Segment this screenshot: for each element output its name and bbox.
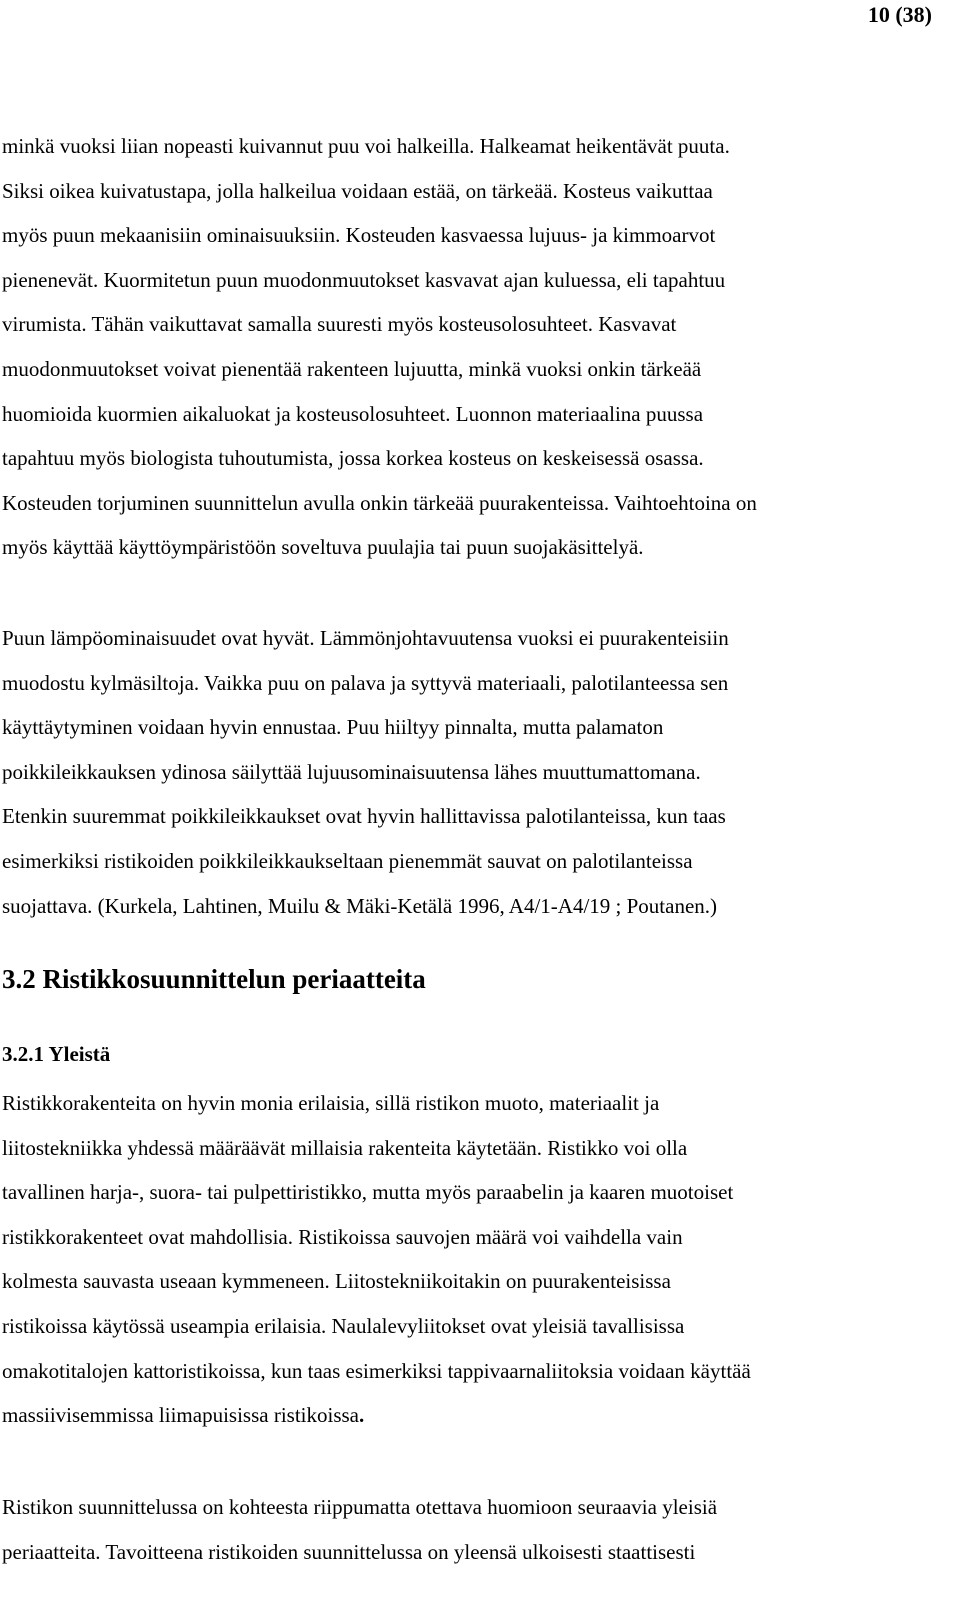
- section-heading: 3.2 Ristikkosuunnittelun periaatteita: [2, 964, 426, 994]
- text-line: virumista. Tähän vaikuttavat samalla suuresti myös kosteusolosuhteet. Kasvavat: [2, 312, 677, 337]
- text-line: muodostu kylmäsiltoja. Vaikka puu on palava ja syttyvä materiaali, palotilanteessa sen: [2, 670, 729, 695]
- text-line: esimerkiksi ristikoiden poikkileikkaukseltaan pienemmät sauvat on palotilanteissa: [2, 848, 693, 873]
- text-line: tapahtuu myös biologista tuhoutumista, jossa korkea kosteus on keskeisessä osassa.: [2, 446, 704, 471]
- text-line: suojattava. (Kurkela, Lahtinen, Muilu & Mäki-Ketälä 1996, A4/1-A4/19 ; Poutanen.): [2, 893, 718, 918]
- text-line: Etenkin suuremmat poikkileikkaukset ovat hyvin hallittavissa palotilanteissa, kun taas: [2, 804, 726, 829]
- text-line: Ristikon suunnittelussa on kohteesta riippumatta otettava huomioon seuraavia yleisiä: [2, 1495, 718, 1519]
- page-number: 10 (38): [867, 2, 932, 27]
- text-line: muodonmuutokset voivat pienentää rakenteen lujuutta, minkä vuoksi onkin tärkeää: [2, 356, 702, 381]
- text-line: kolmesta sauvasta useaan kymmeneen. Liitostekniikoitakin on puurakenteisissa: [2, 1269, 671, 1294]
- text-line: liitostekniikka yhdessä määräävät millaisia rakenteita käytetään. Ristikko voi olla: [2, 1135, 688, 1160]
- last-line-text: massiivisemmissa liimapuisissa ristikoissa: [2, 1403, 359, 1428]
- paragraph-thermal-fire: [2, 616, 942, 928]
- text-line: Ristikkorakenteita on hyvin monia erilaisia, sillä ristikon muoto, materiaalit ja: [2, 1091, 660, 1115]
- text-line: poikkileikkauksen ydinosa säilyttää lujuusominaisuutensa lähes muuttumattomana.: [2, 759, 701, 784]
- text-line: minkä vuoksi liian nopeasti kuivannut puu voi halkeilla. Halkeamat heikentävät puuta.: [2, 134, 730, 158]
- text-line: tavallinen harja-, suora- tai pulpettiristikko, mutta myös paraabelin ja kaaren muotoiset: [2, 1180, 734, 1205]
- text-line: myös puun mekaanisiin ominaisuuksiin. Kosteuden kasvaessa lujuus- ja kimmoarvot: [2, 223, 716, 248]
- text-line: ristikkorakenteet ovat mahdollisia. Ristikoissa sauvojen määrä voi vaihdella vain: [2, 1224, 683, 1249]
- paragraph-wood-moisture: [2, 124, 942, 570]
- text-line: periaatteita. Tavoitteena ristikoiden suunnittelussa on yleensä ulkoisesti staattisesti: [2, 1539, 696, 1564]
- paragraph-truss-general: [2, 1081, 942, 1438]
- text-line-last: [2, 1393, 942, 1438]
- text-line: pienenevät. Kuormitetun puun muodonmuutokset kasvavat ajan kuluessa, eli tapahtuu: [2, 267, 726, 292]
- text-line: Siksi oikea kuivatustapa, jolla halkeilua voidaan estää, on tärkeää. Kosteus vaikuttaa: [2, 178, 713, 203]
- text-line: Kosteuden torjuminen suunnittelun avulla onkin tärkeää puurakenteissa. Vaihtoehtoina on: [2, 490, 757, 515]
- text-line: huomioida kuormien aikaluokat ja kosteusolosuhteet. Luonnon materiaalina puussa: [2, 401, 704, 426]
- last-line-period: .: [359, 1403, 365, 1428]
- text-line: Puun lämpöominaisuudet ovat hyvät. Lämmönjohtavuutensa vuoksi ei puurakenteisiin: [2, 626, 729, 650]
- text-line: ristikoissa käytössä useampia erilaisia. Naulalevyliitokset ovat yleisiä tavallisissa: [2, 1313, 685, 1338]
- subsection-heading: 3.2.1 Yleistä: [2, 1042, 111, 1066]
- text-line: käyttäytyminen voidaan hyvin ennustaa. Puu hiiltyy pinnalta, mutta palamaton: [2, 715, 664, 740]
- text-line: myös käyttää käyttöympäristöön soveltuva puulajia tai puun suojakäsittelyä.: [2, 535, 644, 560]
- text-line: omakotitalojen kattoristikoissa, kun taas esimerkiksi tappivaarnaliitoksia voidaan käyttää: [2, 1358, 751, 1383]
- paragraph-truss-principles: [2, 1485, 942, 1574]
